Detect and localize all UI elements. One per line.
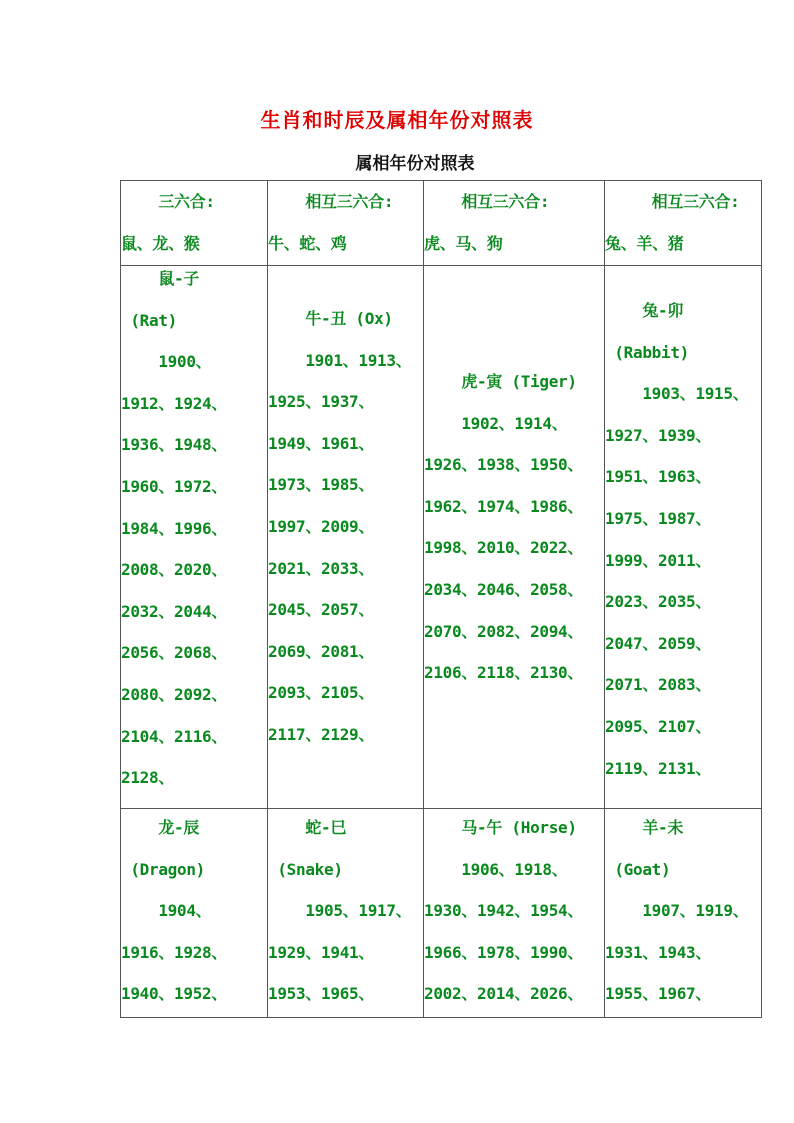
zodiac-cell-text: 羊-未 (Goat) 1907、1919、 1931、1943、 1955、1967、 bbox=[605, 818, 749, 1004]
table-cell bbox=[605, 266, 762, 809]
zodiac-cell-text: 鼠-子 (Rat) 1900、 1912、1924、 1936、1948、 1960、1972、 1984、1996、 2008、2020、 2032、2044、 2056、2068、 2080、2092、 2104、2116、 2128、 bbox=[121, 269, 228, 788]
zodiac-cell-text: 蛇-巳 (Snake) 1905、1917、 1929、1941、 1953、1965、 bbox=[268, 818, 412, 1004]
table-cell bbox=[605, 181, 762, 266]
table-caption: 属相年份对照表 bbox=[355, 154, 475, 174]
header-cell-text: 相互三六合: 虎、马、狗 bbox=[424, 192, 550, 253]
table-row bbox=[121, 181, 762, 266]
table-cell bbox=[424, 809, 605, 1018]
page-title: 生肖和时辰及属相年份对照表 bbox=[260, 108, 534, 132]
zodiac-year-table bbox=[120, 180, 762, 1018]
zodiac-cell-text: 兔-卯 (Rabbit) 1903、1915、 1927、1939、 1951、1963、 1975、1987、 1999、2011、 2023、2035、 2047、2059、 2071、2083、 2095、2107、 2119、2131、 bbox=[605, 301, 749, 778]
zodiac-cell-text: 虎-寅 (Tiger) 1902、1914、 1926、1938、1950、 1962、1974、1986、 1998、2010、2022、 2034、2046、2058、 2070、2082、2094、 2106、2118、2130、 bbox=[424, 372, 584, 683]
zodiac-cell-text: 牛-丑 (Ox) 1901、1913、 1925、1937、 1949、1961、 1973、1985、 1997、2009、 2021、2033、 2045、2057、 2069、2081、 2093、2105、 2117、2129、 bbox=[268, 309, 412, 744]
zodiac-cell-text: 龙-辰 (Dragon) 1904、 1916、1928、 1940、1952、 bbox=[121, 818, 228, 1004]
header-cell-text: 相互三六合: 牛、蛇、鸡 bbox=[268, 192, 394, 253]
table-cell bbox=[268, 181, 424, 266]
table-cell bbox=[424, 181, 605, 266]
header-cell-text: 相互三六合: 兔、羊、猪 bbox=[605, 192, 740, 253]
zodiac-cell-text: 马-午 (Horse) 1906、1918、 1930、1942、1954、 1966、1978、1990、 2002、2014、2026、 bbox=[424, 818, 584, 1004]
header-cell-text: 三六合: 鼠、龙、猴 bbox=[121, 192, 215, 253]
table-row bbox=[121, 809, 762, 1018]
table-cell bbox=[268, 266, 424, 809]
table-cell bbox=[424, 266, 605, 809]
table-cell bbox=[121, 181, 268, 266]
table-cell bbox=[605, 809, 762, 1018]
table-cell bbox=[121, 266, 268, 809]
table-cell bbox=[268, 809, 424, 1018]
table-cell bbox=[121, 809, 268, 1018]
table-row bbox=[121, 266, 762, 809]
